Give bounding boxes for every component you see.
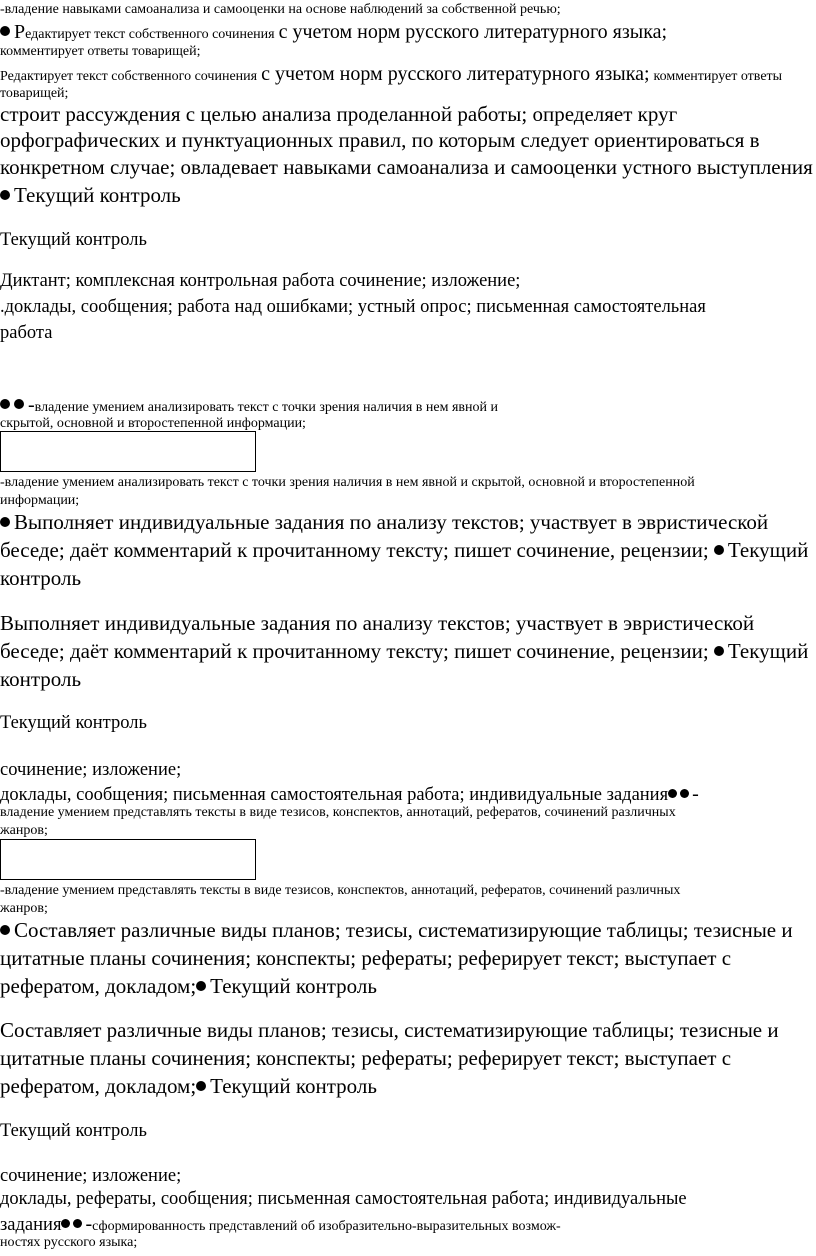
text-line: беседе; даёт комментарий к прочитанному тексту; пишет сочинение, рецензии; Текущий <box>0 639 809 663</box>
text-line: скрытой, основной и второстепенной информации; <box>0 416 306 431</box>
text-line: цитатные планы сочинения; конспекты; рефераты; реферирует текст; выступает с <box>0 946 732 970</box>
bullet-icon <box>73 1219 82 1228</box>
text-line: рефератом, докладом; Текущий контроль <box>0 974 377 998</box>
text-line: сочинение; изложение; <box>0 760 182 780</box>
bullet-icon <box>0 190 10 200</box>
text-line: Выполняет индивидуальные задания по анализу текстов; участвует в эвристической <box>0 512 768 533</box>
text-line: -владение навыками самоанализа и самооценки на основе наблюдений за собственной речью; <box>0 2 561 17</box>
text-line: ностях русского языка; <box>0 1235 138 1250</box>
bullet-icon <box>61 1219 70 1228</box>
text-line: товарищей; <box>0 86 69 101</box>
bullet-icon <box>0 399 10 409</box>
bullet-icon <box>196 981 206 991</box>
text-line: доклады, рефераты, сообщения; письменная самостоятельная работа; индивидуальные <box>0 1189 687 1209</box>
text-line: цитатные планы сочинения; конспекты; рефераты; реферирует текст; выступает с <box>0 1046 732 1070</box>
text-line: информации; <box>0 493 80 508</box>
text-line: беседе; даёт комментарий к прочитанному тексту; пишет сочинение, рецензии; Текущий <box>0 538 809 562</box>
bullet-icon <box>668 789 677 798</box>
section-label: Текущий контроль <box>0 1121 147 1141</box>
empty-box <box>0 839 256 880</box>
text-line: Выполняет индивидуальные задания по анализу текстов; участвует в эвристической <box>0 611 755 635</box>
text-line: работа <box>0 323 53 343</box>
text-line: -владение умением представлять тексты в виде тезисов, конспектов, аннотаций, рефератов, сочинений различных <box>0 883 681 898</box>
bullet-icon <box>14 399 24 409</box>
bullet-icon <box>714 545 724 555</box>
bullet-icon <box>0 517 10 527</box>
text-line: жанров; <box>0 901 48 916</box>
text-line: комментирует ответы товарищей; <box>0 44 201 59</box>
section-label: Текущий контроль <box>0 713 147 733</box>
text-line: Составляет различные виды планов; тезисы, систематизирующие таблицы; тезисные и <box>0 920 793 941</box>
text-line: рефератом, докладом; Текущий контроль <box>0 1074 377 1098</box>
text-line: Диктант; комплексная контрольная работа сочинение; изложение; <box>0 271 521 291</box>
text-line: .доклады, сообщения; работа над ошибками; устный опрос; письменная самостоятельная <box>0 297 706 317</box>
text-line: -владение умением анализировать текст с точки зрения наличия в нем явной и <box>0 395 498 415</box>
text-line: задания -сформированность представлений об изобразительно-выразительных возмож- <box>0 1213 561 1235</box>
bullet-icon <box>196 1081 206 1091</box>
text-line: орфографических и пунктуационных правил, по которым следует ориентироваться в <box>0 128 760 152</box>
text-line: Редактирует текст собственного сочинения с учетом норм русского литературного языка; <box>0 22 667 42</box>
text-line: контроль <box>0 566 82 590</box>
text-line: Составляет различные виды планов; тезисы, систематизирующие таблицы; тезисные и <box>0 1018 779 1042</box>
text-line: Редактирует текст собственного сочинения с учетом норм русского литературного языка; комментирует ответы <box>0 63 783 85</box>
text-line: владение умением представлять тексты в виде тезисов, конспектов, аннотаций, рефератов, сочинений различных <box>0 805 676 820</box>
text-line: контроль <box>0 667 82 691</box>
bullet-icon <box>714 646 724 656</box>
section-label: Текущий контроль <box>0 230 147 250</box>
text-line: строит рассуждения с целью анализа проделанной работы; определяет круг <box>0 102 678 126</box>
bullet-icon <box>680 789 689 798</box>
bullet-icon <box>0 26 10 36</box>
text-line: Текущий контроль <box>0 185 181 206</box>
empty-box <box>0 431 256 472</box>
text-line: жанров; <box>0 823 48 838</box>
text-line: -владение умением анализировать текст с точки зрения наличия в нем явной и скрытой, основной и второстепенной <box>0 475 695 490</box>
bullet-icon <box>0 925 10 935</box>
text-line: сочинение; изложение; <box>0 1166 182 1186</box>
text-line: доклады, сообщения; письменная самостоятельная работа; индивидуальные задания - <box>0 783 699 805</box>
text-line: конкретном случае; овладевает навыками самоанализа и самооценки устного выступления <box>0 155 813 179</box>
